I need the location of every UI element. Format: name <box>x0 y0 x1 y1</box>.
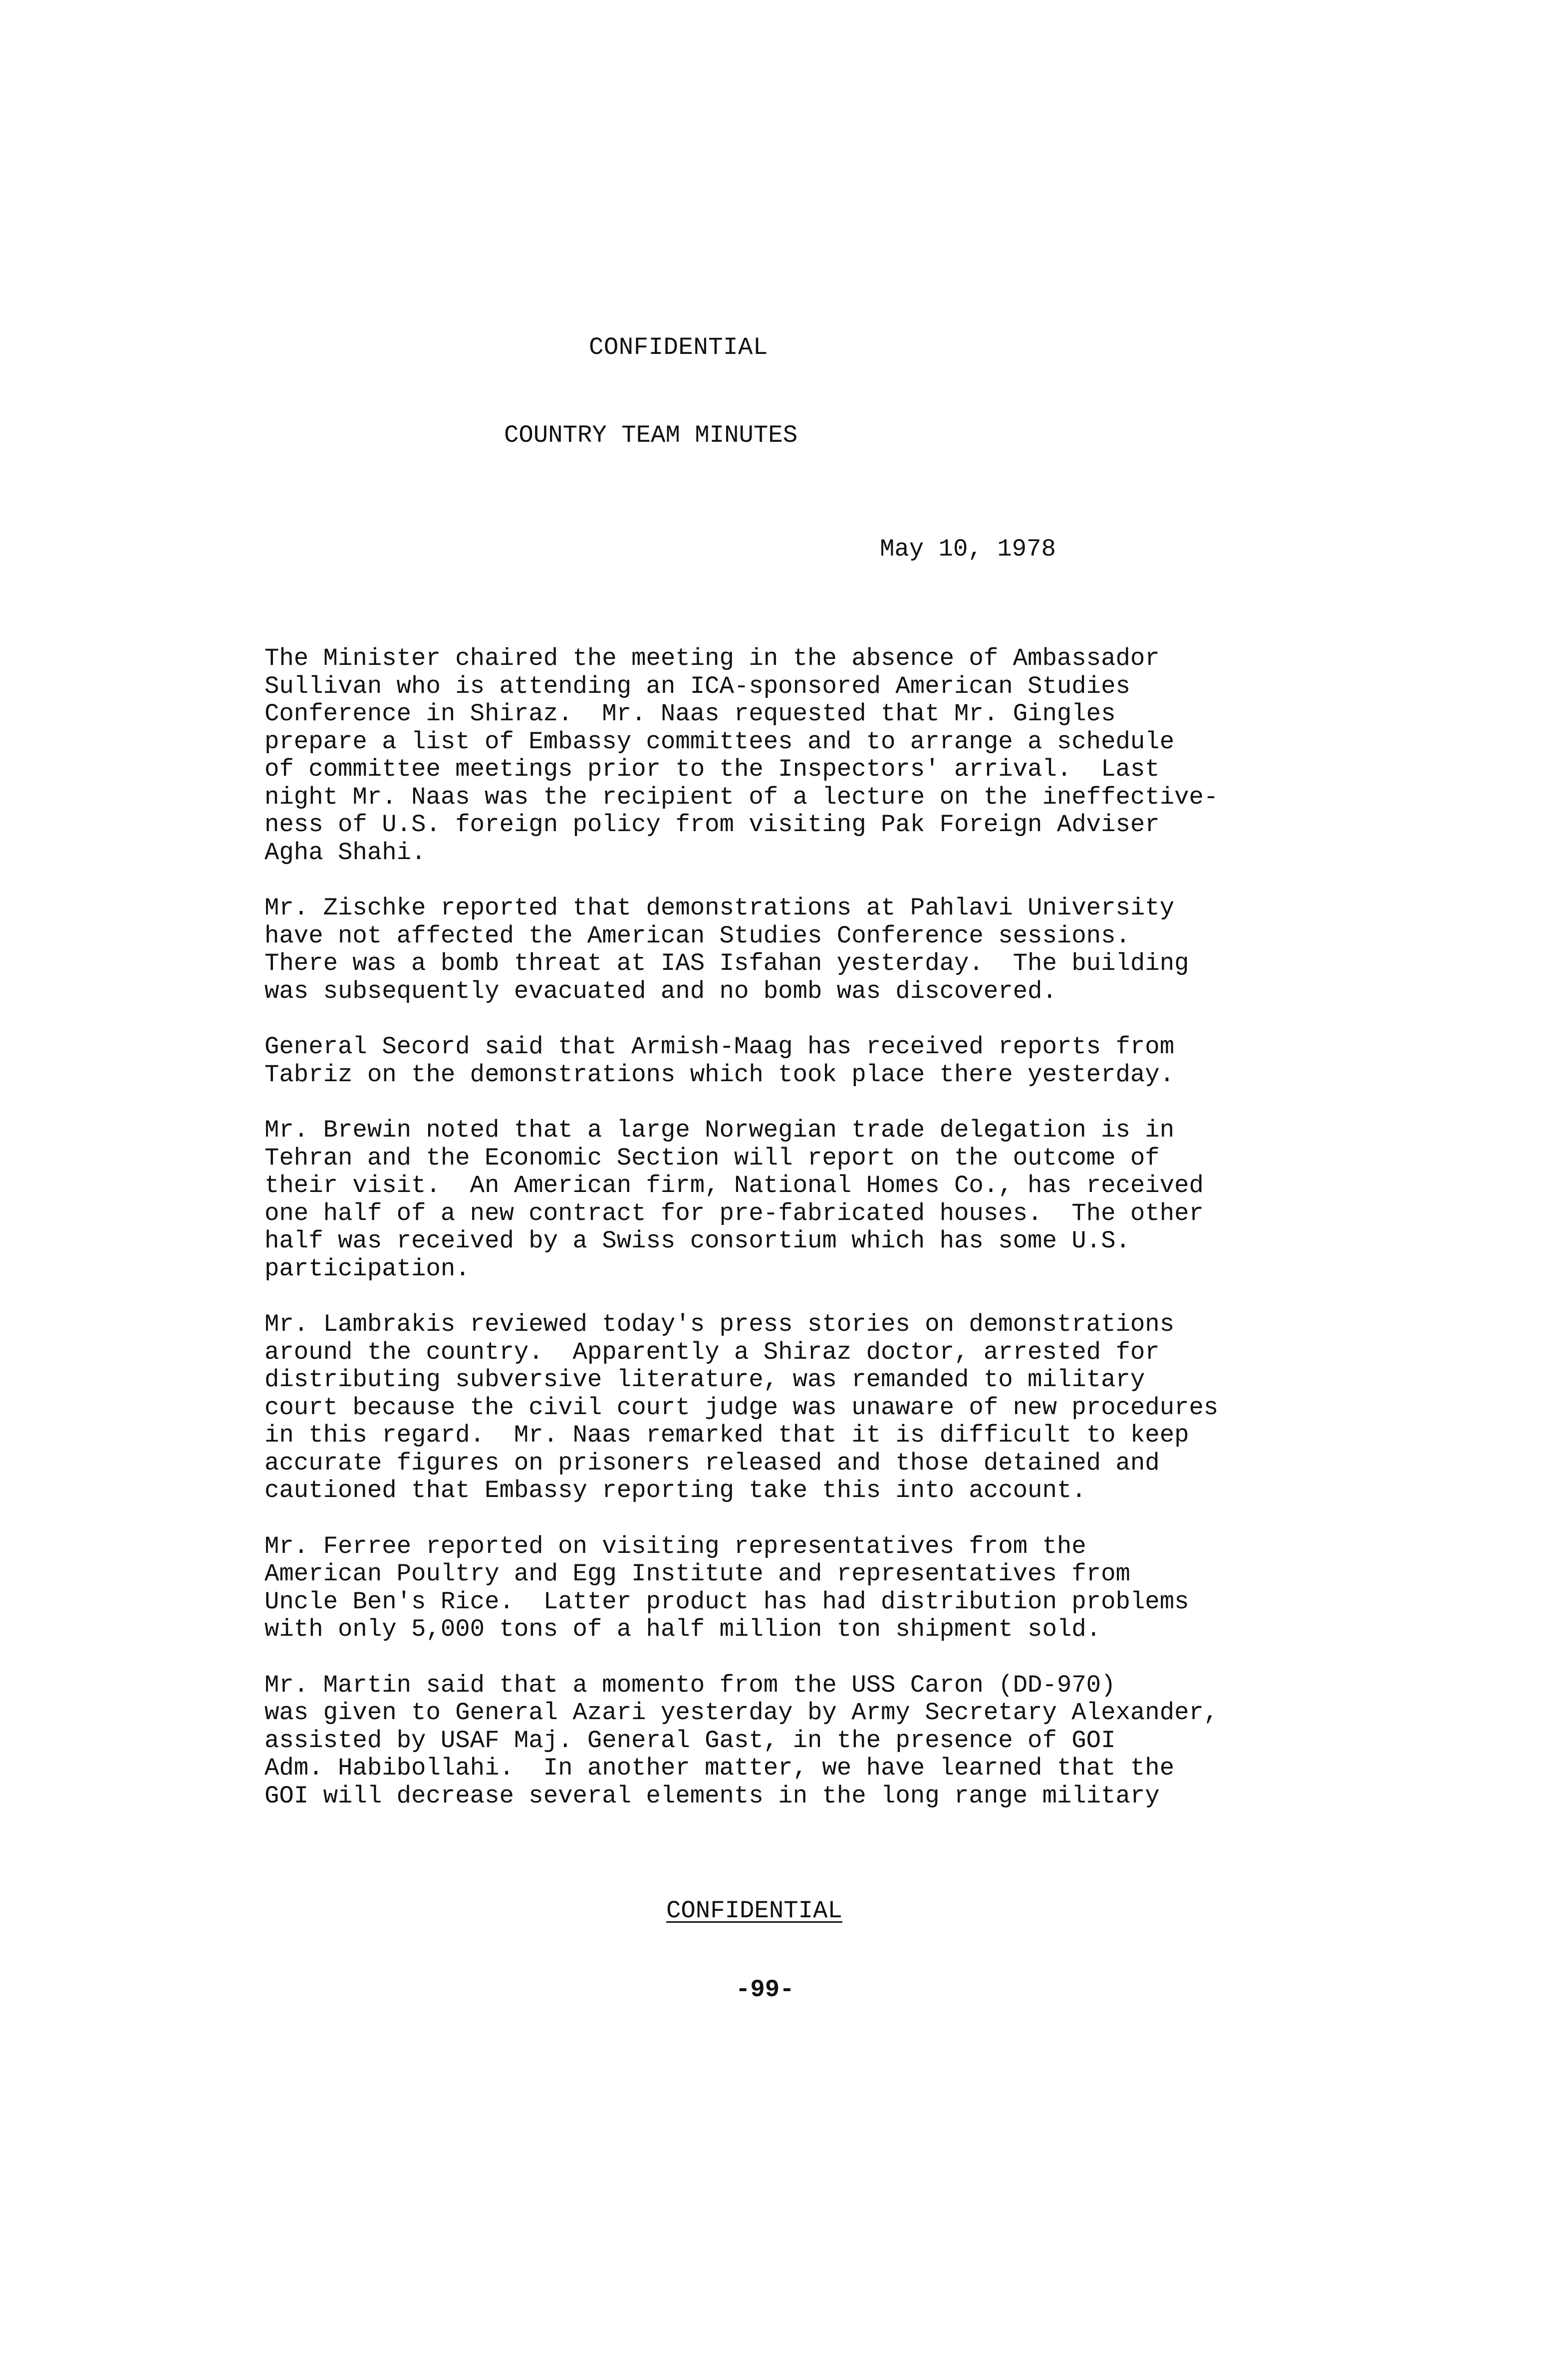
paragraph-secord <box>264 1033 1382 1089</box>
classification-header: CONFIDENTIAL <box>589 333 768 361</box>
text-line: Tabriz on the demonstrations which took place there yesterday. <box>264 1060 1175 1089</box>
text-line: around the country. Apparently a Shiraz doctor, arrested for <box>264 1338 1160 1366</box>
classification-footer: CONFIDENTIAL <box>666 1897 842 1925</box>
text-line: There was a bomb threat at IAS Isfahan yesterday. The building <box>264 949 1189 977</box>
text-line: Uncle Ben's Rice. Latter product has had distribution problems <box>264 1587 1189 1616</box>
page-number: -99- <box>736 1976 794 2004</box>
paragraph-minister <box>264 645 1382 867</box>
text-line: General Secord said that Armish-Maag has received reports from <box>264 1033 1175 1061</box>
text-line: was subsequently evacuated and no bomb was discovered. <box>264 977 1057 1005</box>
text-line: have not affected the American Studies Conference sessions. <box>264 921 1130 950</box>
text-line: Tehran and the Economic Section will report on the outcome of <box>264 1144 1160 1172</box>
text-line: Conference in Shiraz. Mr. Naas requested that Mr. Gingles <box>264 700 1116 728</box>
document-date: May 10, 1978 <box>880 535 1056 563</box>
text-line: Mr. Brewin noted that a large Norwegian trade delegation is in <box>264 1116 1175 1144</box>
text-line: in this regard. Mr. Naas remarked that it is difficult to keep <box>264 1421 1189 1449</box>
text-line: Mr. Zischke reported that demonstrations at Pahlavi University <box>264 894 1175 922</box>
paragraph-zischke <box>264 894 1382 1005</box>
text-line: one half of a new contract for pre-fabricated houses. The other <box>264 1199 1204 1227</box>
text-line: Adm. Habibollahi. In another matter, we have learned that the <box>264 1754 1175 1782</box>
text-line: assisted by USAF Maj. General Gast, in the presence of GOI <box>264 1726 1116 1755</box>
paragraph-ferree <box>264 1533 1382 1644</box>
text-line: ness of U.S. foreign policy from visiting Pak Foreign Adviser <box>264 811 1160 839</box>
text-line: The Minister chaired the meeting in the absence of Ambassador <box>264 644 1160 672</box>
text-line: participation. <box>264 1254 470 1283</box>
text-line: Sullivan who is attending an ICA-sponsored American Studies <box>264 672 1130 700</box>
text-line: distributing subversive literature, was remanded to military <box>264 1366 1145 1394</box>
text-line: their visit. An American firm, National Homes Co., has received <box>264 1172 1204 1199</box>
text-line: with only 5,000 tons of a half million ton shipment sold. <box>264 1615 1101 1643</box>
paragraph-lambrakis <box>264 1311 1382 1505</box>
text-line: Mr. Lambrakis reviewed today's press stories on demonstrations <box>264 1310 1175 1338</box>
text-line: half was received by a Swiss consortium which has some U.S. <box>264 1227 1130 1255</box>
text-line: night Mr. Naas was the recipient of a lecture on the ineffective- <box>264 783 1219 811</box>
text-line: Agha Shahi. <box>264 838 426 867</box>
text-line: prepare a list of Embassy committees and to arrange a schedule <box>264 727 1175 756</box>
text-line: of committee meetings prior to the Inspectors' arrival. Last <box>264 755 1160 783</box>
text-line: GOI will decrease several elements in the long range military <box>264 1782 1160 1810</box>
minutes-body <box>264 645 1382 1838</box>
paragraph-brewin <box>264 1117 1382 1283</box>
paragraph-martin <box>264 1672 1382 1810</box>
text-line: American Poultry and Egg Institute and representatives from <box>264 1560 1130 1588</box>
text-line: court because the civil court judge was unaware of new procedures <box>264 1393 1219 1422</box>
text-line: Mr. Martin said that a momento from the USS Caron (DD-970) <box>264 1671 1116 1699</box>
text-line: accurate figures on prisoners released and those detained and <box>264 1449 1160 1477</box>
text-line: was given to General Azari yesterday by Army Secretary Alexander, <box>264 1699 1219 1727</box>
text-line: cautioned that Embassy reporting take this into account. <box>264 1477 1086 1504</box>
document-title: COUNTRY TEAM MINUTES <box>504 421 798 449</box>
text-line: Mr. Ferree reported on visiting representatives from the <box>264 1532 1086 1560</box>
